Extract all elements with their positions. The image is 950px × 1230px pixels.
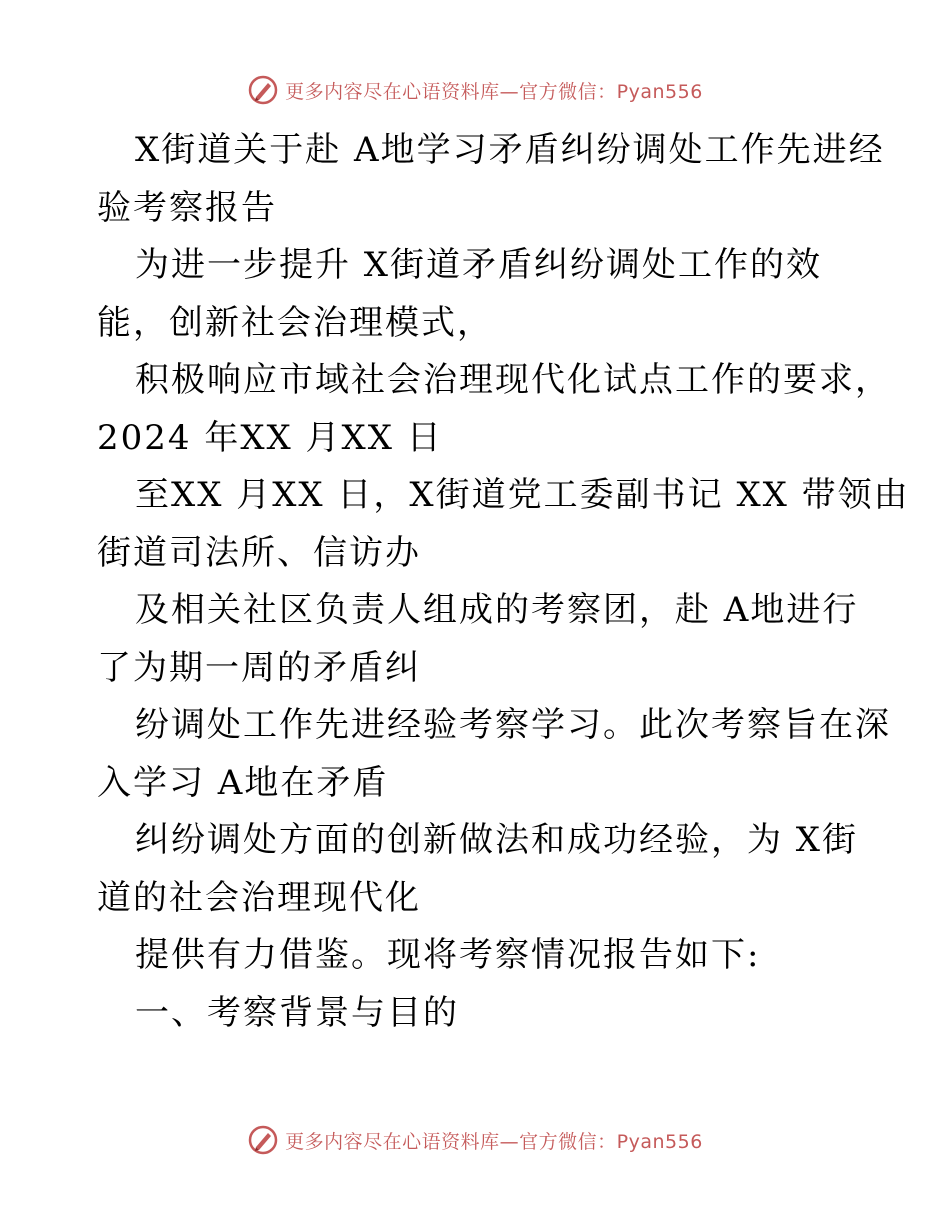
pen-logo-icon <box>247 74 279 106</box>
doc-line: 积极响应市域社会治理现代化试点工作的要求， <box>135 360 891 400</box>
doc-line: 验考察报告 <box>97 187 277 228</box>
pen-logo-icon <box>247 1124 279 1156</box>
doc-line: 及相关社区负责人组成的考察团，赴 A地进行 <box>135 590 859 630</box>
document-body <box>97 122 910 1042</box>
doc-line: 至XX 月XX 日，X街道党工委副书记 XX 带领由 <box>135 475 910 515</box>
doc-line: 为进一步提升 X街道矛盾纠纷调处工作的效 <box>135 245 823 285</box>
doc-line: 了为期一周的矛盾纠 <box>97 647 421 688</box>
doc-line: 2024 年XX 月XX 日 <box>97 417 443 458</box>
watermark-text: 更多内容尽在心语资料库—官方微信：Pyan556 <box>285 1130 703 1153</box>
footer-watermark <box>0 1124 950 1156</box>
doc-line: 能，创新社会治理模式， <box>97 302 493 343</box>
section-heading: 一、考察背景与目的 <box>135 992 459 1033</box>
doc-line: 纷调处工作先进经验考察学习。此次考察旨在深 <box>135 705 891 745</box>
doc-line: 提供有力借鉴。现将考察情况报告如下: <box>135 935 761 975</box>
doc-line: 街道司法所、信访办 <box>97 532 421 573</box>
header-watermark <box>0 74 950 106</box>
doc-line: X街道关于赴 A地学习矛盾纠纷调处工作先进经 <box>135 130 885 170</box>
doc-line: 纠纷调处方面的创新做法和成功经验，为 X街 <box>135 820 859 860</box>
doc-line: 道的社会治理现代化 <box>97 877 421 918</box>
doc-line: 入学习 A地在矛盾 <box>97 762 389 803</box>
watermark-text: 更多内容尽在心语资料库—官方微信：Pyan556 <box>285 80 703 103</box>
